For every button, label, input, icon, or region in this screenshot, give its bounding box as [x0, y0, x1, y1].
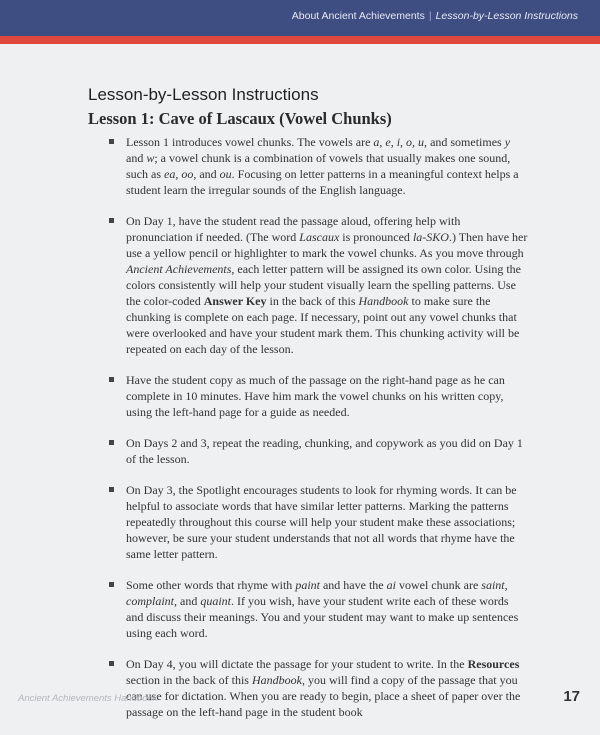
header-accent-stripe	[0, 36, 600, 44]
bullet-icon	[109, 661, 114, 666]
list-item: Have the student copy as much of the passage on the right-hand page as he can complete in 10 minutes. Have him mark the vowel chunks on his written copy, using the left-hand page for a guide as needed.	[108, 372, 528, 420]
running-header-section: About Ancient Achievements	[291, 10, 425, 22]
bullet-icon	[109, 487, 114, 492]
running-header-subsection: Lesson-by-Lesson Instructions	[435, 10, 578, 22]
instruction-list	[108, 134, 528, 735]
bullet-icon	[109, 139, 114, 144]
page-title: Lesson-by-Lesson Instructions	[88, 85, 319, 104]
bullet-icon	[109, 377, 114, 382]
bullet-icon	[109, 440, 114, 445]
running-header	[292, 10, 578, 22]
bullet-icon	[109, 582, 114, 587]
list-item: On Day 3, the Spotlight encourages students to look for rhyming words. It can be helpful to associate words that have similar letter patterns. Marking the patterns repeatedly throughout this course will help your student make these associations; however, be sure your student understands that not all words that rhyme have the same letter pattern.	[108, 482, 528, 562]
list-item: On Day 4, you will dictate the passage for your student to write. In the Resources section in the back of this Handbook, you will find a copy of the passage that you can use for dictation. When you are ready to begin, place a sheet of paper over the passage on the left-hand page in the student book	[108, 656, 528, 720]
running-header-separator: |	[428, 10, 432, 22]
footer-book-title: Ancient Achievements Handbook	[18, 693, 158, 704]
list-item: On Days 2 and 3, repeat the reading, chunking, and copywork as you did on Day 1 of the lesson.	[108, 435, 528, 467]
list-item: Lesson 1 introduces vowel chunks. The vowels are a, e, i, o, u, and sometimes y and w; a vowel chunk is a combination of vowels that usually makes one sound, such as ea, oo, and ou. Focusing on letter patterns in a meaningful context helps a student learn the irregular sounds of the English language.	[108, 134, 528, 198]
list-item: Some other words that rhyme with paint and have the ai vowel chunk are saint, complaint, and quaint. If you wish, have your student write each of these words and discuss their meanings. You and your student may want to make up sentences using each word.	[108, 577, 528, 641]
bullet-icon	[109, 218, 114, 223]
lesson-title: Lesson 1: Cave of Lascaux (Vowel Chunks)	[88, 109, 392, 128]
page-number: 17	[563, 688, 580, 705]
list-item: On Day 1, have the student read the passage aloud, offering help with pronunciation if needed. (The word Lascaux is pronounced la-SKO.) Then have her use a yellow pencil or highlighter to mark the vowel chunks. As you move through Ancient Achievements, each letter pattern will be assigned its own color. Using the colors consistently will help your student visually learn the spelling patterns. Use the color-coded Answer Key in the back of this Handbook to make sure the chunking is complete on each page. If necessary, point out any vowel chunks that were overlooked and have your student mark them. This chunking activity will be repeated on each day of the lesson.	[108, 213, 528, 357]
